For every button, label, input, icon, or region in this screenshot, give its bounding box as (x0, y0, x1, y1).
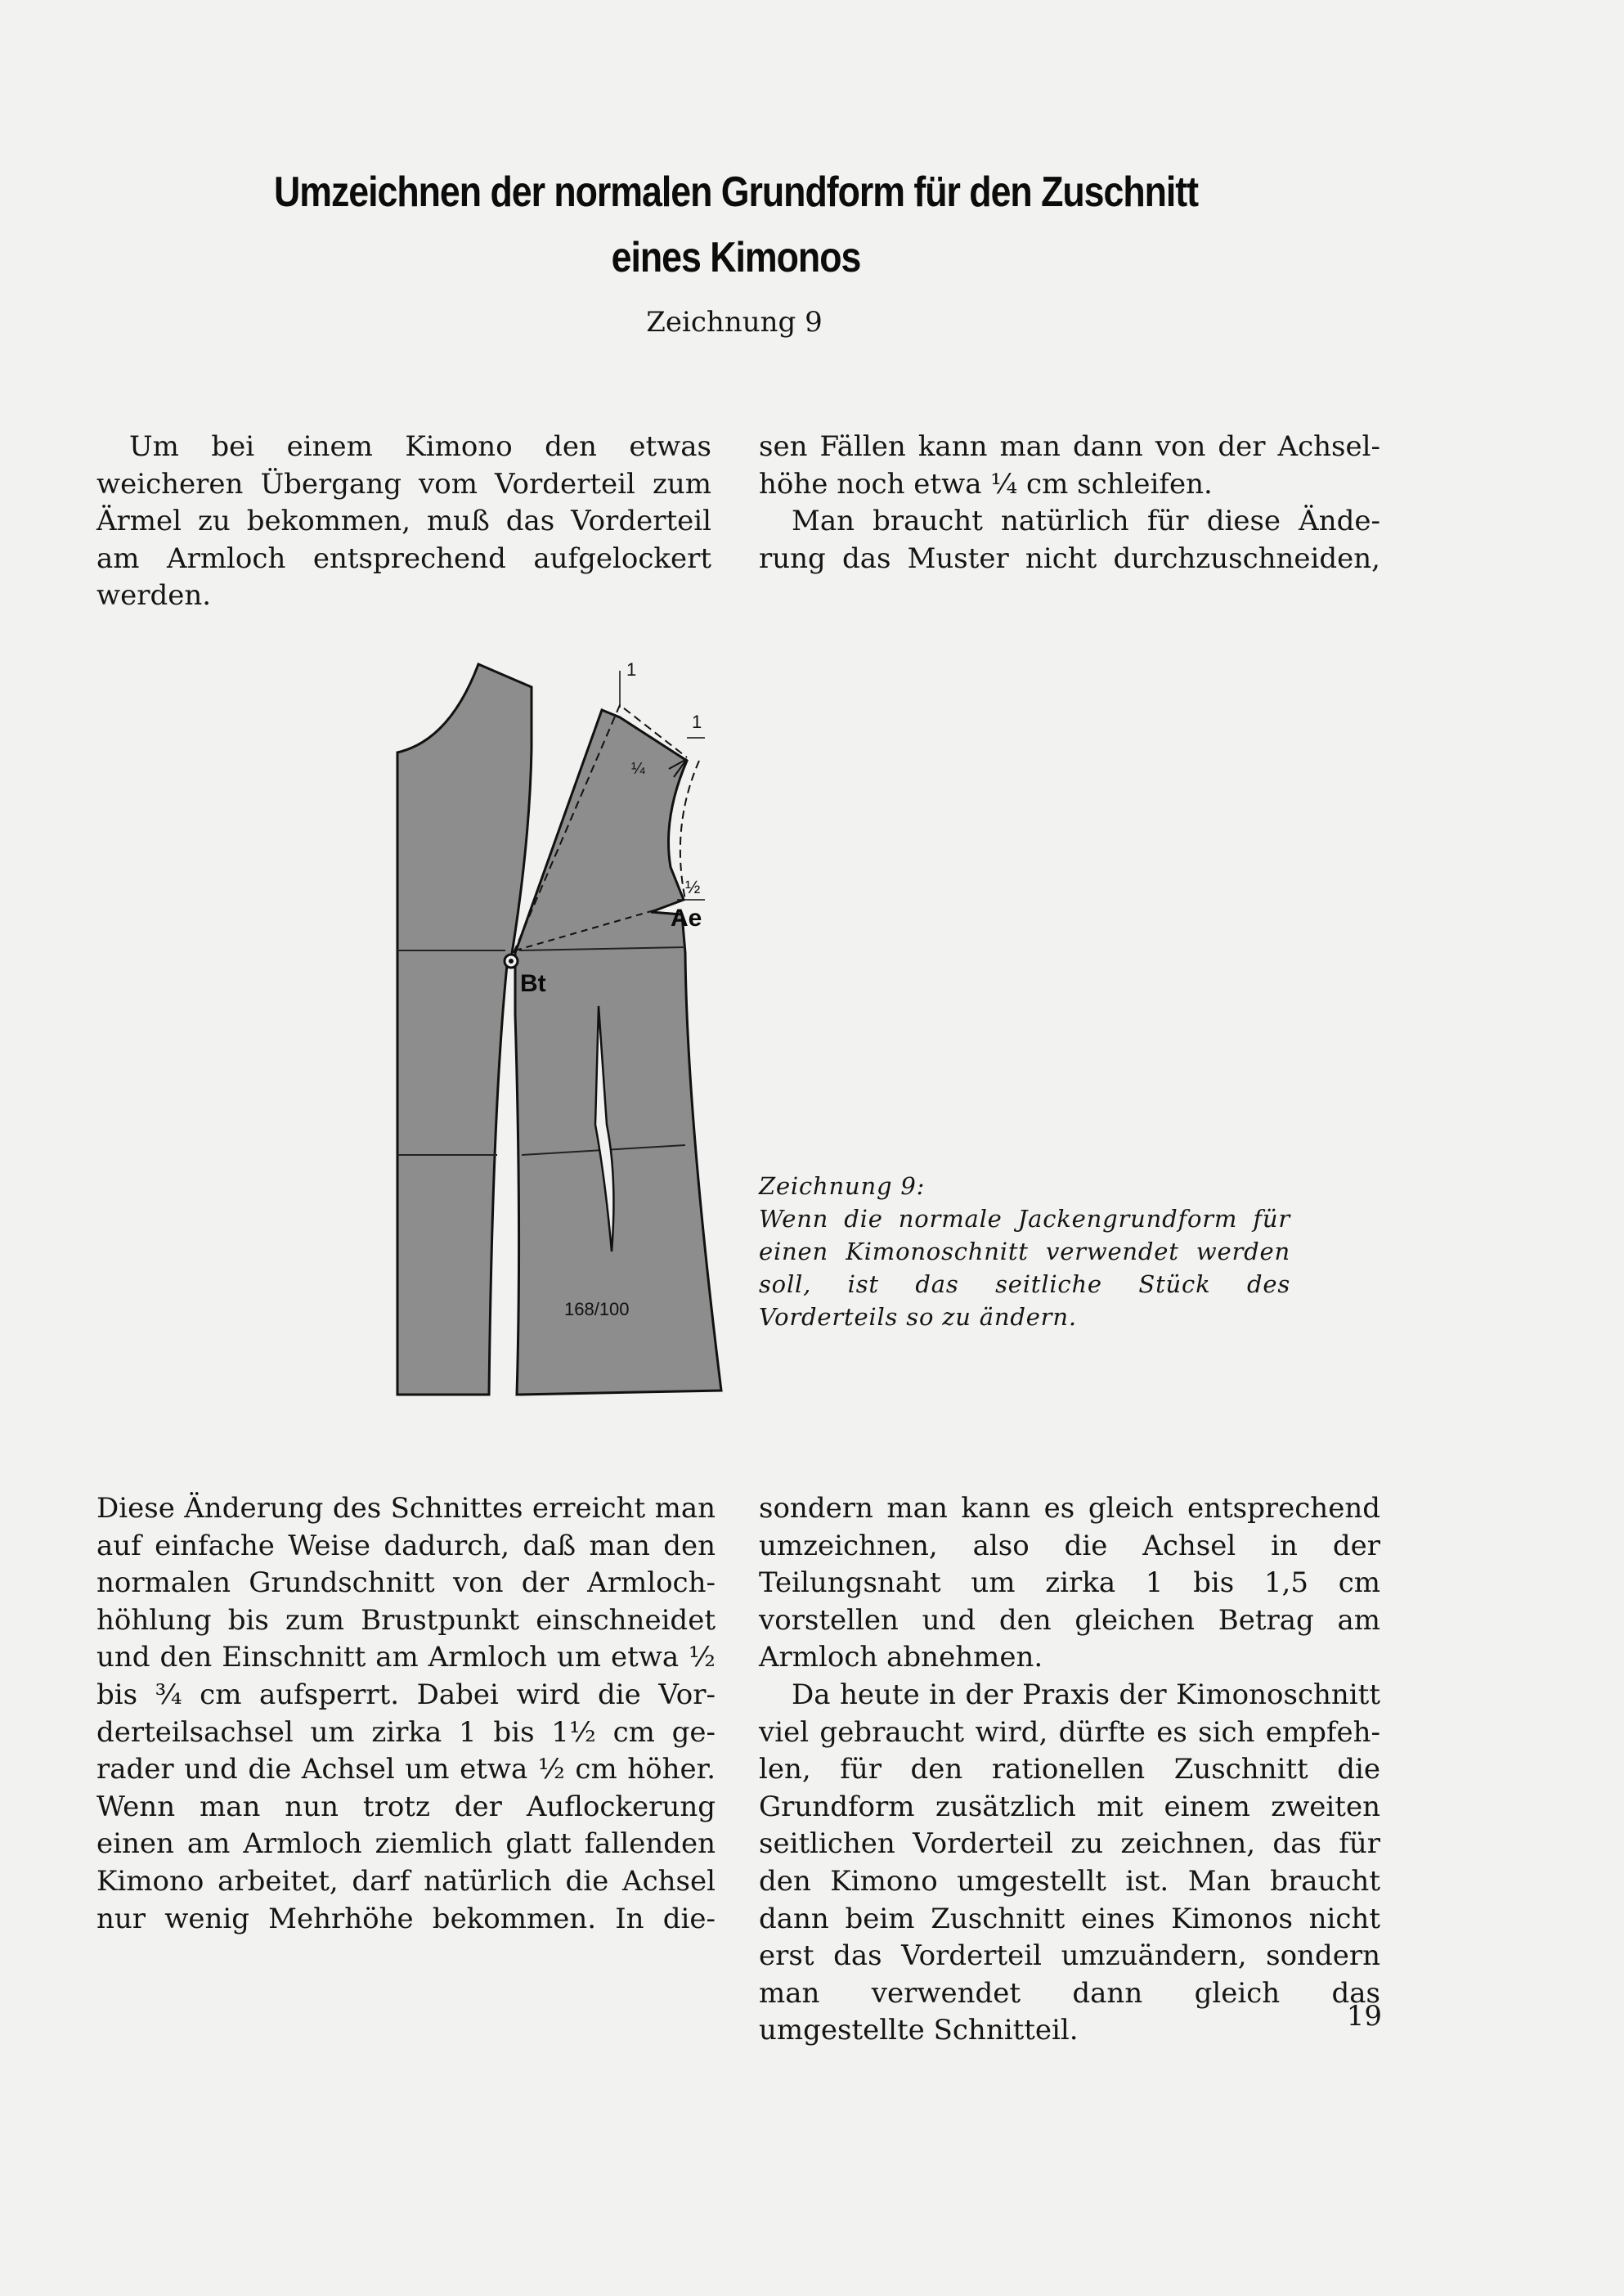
label-armhole-point: Ae (671, 905, 702, 932)
figure-reference: Zeichnung 9 (646, 306, 823, 339)
body-paragraph: Diese Änderung des Schnittes erreicht man auf einfache Weise dadurch, daß man den normalen Grundschnitt von der Armlochhöhlung bis zum Brustpunkt einschneidet und den Einschnitt am Armloch um etwa ½ bis ¾ cm aufsperrt. Dabei wird die Vorderteilsachsel um zirka 1 bis 1½ cm gerader und die Achsel um etwa ½ cm höher. Wenn man nun trotz der Auflockerung einen am Armloch ziemlich glatt fallenden Kimono arbeitet, darf natürlich die Achsel nur wenig Mehrhöhe bekommen. In die- (96, 1492, 716, 1935)
label-bust-point: Bt (520, 970, 546, 997)
intro-column-left (96, 429, 711, 615)
body-paragraph-2: Da heute in der Praxis der Kimonoschnitt viel gebraucht wird, dürfte es sich empfehlen, für den rationellen Zuschnitt die Grundform zusätzlich mit einem zweiten seitlichen Vorderteil zu zeichnen, das für den Kimono umgestellt ist. Man braucht dann beim Zuschnitt eines Kimonos nicht erst das Vorderteil umzuändern, sondern man verwendet dann gleich das umgestellte Schnitteil. (759, 1678, 1380, 2047)
page-title (181, 160, 1292, 290)
pattern-piece-side-front (515, 710, 721, 1395)
intro-paragraph-continued: sen Fällen kann man dann von der Achselhöhe noch etwa ¼ cm schleifen. (759, 430, 1380, 501)
body-column-left (96, 1490, 716, 1938)
label-size: 168/100 (564, 1299, 630, 1319)
label-half: ½ (685, 877, 701, 897)
intro-column-right (759, 429, 1380, 577)
label-one-a: 1 (626, 659, 637, 680)
bust-point-center (509, 959, 514, 964)
figure-caption (759, 1170, 1290, 1333)
title-line-1: Umzeichnen der normalen Grundform für den Zuschnitt (273, 168, 1199, 216)
caption-text: Wenn die normale Jackengrundform für einen Kimonoschnitt verwendet werden soll, ist das seitliche Stück des Vorderteils so zu ändern. (759, 1205, 1290, 1331)
page-number: 19 (1346, 2000, 1382, 2033)
caption-heading: Zeichnung 9: (759, 1172, 926, 1200)
pattern-drawing (384, 654, 744, 1407)
intro-paragraph-2: Man braucht natürlich für diese Änderung das Muster nicht durchzuschneiden, (759, 505, 1380, 575)
pattern-piece-center-front (397, 664, 532, 1395)
intro-paragraph: Um bei einem Kimono den etwas weicheren Übergang vom Vorderteil zum Ärmel zu bekommen, muß das Vorderteil am Armloch entsprechend aufgelockert werden. (96, 430, 711, 613)
body-paragraph-continued: sondern man kann es gleich entsprechend umzeichnen, also die Achsel in der Teilungsnaht um zirka 1 bis 1,5 cm vorstellen und den gleichen Betrag am Armloch abnehmen. (759, 1492, 1380, 1674)
body-column-right (759, 1490, 1380, 2050)
label-quarter: ¼ (631, 760, 645, 778)
label-one-b: 1 (692, 712, 702, 732)
title-line-2: eines Kimonos (611, 234, 861, 281)
